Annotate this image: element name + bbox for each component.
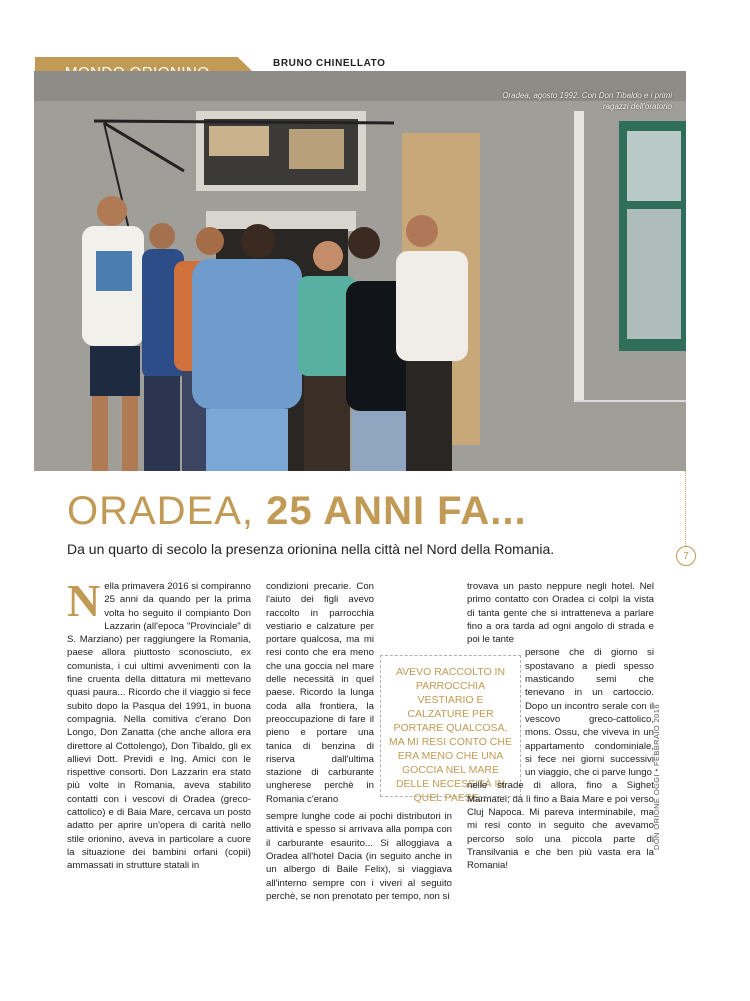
column-1 (67, 575, 251, 873)
photo-illustration (34, 71, 686, 471)
column-3 (467, 580, 654, 873)
dropcap: N (67, 575, 101, 626)
column-3-text-b: persone che di giorno si spostavano a piedi spesso masticando semi che tenevano in un cartoccio. Dopo un incontro serale con il vescovo greco-cattolico, mons. Ossu, che viveva in un appartamento condominiale, si fece nei giorni successivi un viaggio, che ci parve lungo (525, 647, 654, 779)
article-photo (34, 71, 686, 471)
author-name: BRUNO CHINELLATO (273, 58, 386, 69)
title-bold: 25 ANNI FA... (266, 489, 527, 533)
column-3-text-c: nelle strade di allora, fino a Sighet Marmatei; da lì fino a Baia Mare e poi verso Cluj Napoca. Mi pareva interminabile, ma mi resi conto in seguito che avevamo percorso solo una piccola parte di Transilvania e che ben più vasta era la Romania! (467, 780, 654, 872)
pull-quote: AVEVO RACCOLTO IN PARROCCHIA VESTIARIO E CALZATURE PER PORTARE QUALCOSA, MA MI RESI CONTO CHE ERA MENO CHE UNA GOCCIA NEL MARE DELLE NECESSITÀ IN QUEL PAESE... (380, 655, 521, 797)
column-1-text: ella primavera 2016 si compiranno 25 anni da quando per la prima volta ho seguito il compianto Don Lazzarin (all'epoca "Provinciale" di S. Marziano) per raggiungere la Romania, paese allora piuttosto sconosciuto, ex comunista, i cui ultimi avvenimenti con la fine cruenta della dittatura mi mettevano quasi paura... Ricordo che il viaggio si fece subito dopo la Pasqua del 1991, in buona compagnia. Nella comitiva c'erano Don Longo, Don Zanatta (che anche allora era direttore al Cottolengo), Don Tibaldo, gli ex allievi Dott. Previdi e Ing. Amici con le rispettive consorti. Don Lazzarin era stato più volte in Romania, aveva stabilito contatti con i vescovi di Oradea (greco-cattolico) e di Baia Mare, cercava un posto adatto per aprire un'opera di carità nello stile orionino, aveva in particolare a cuore la situazione dei bambini orfani (copii) ammassati in strutture statali in (67, 581, 251, 872)
magazine-footer: DON ORIONE OGGI • FEBBRAIO 2016 (652, 704, 661, 850)
column-2-text-a: condizioni precarie. Con l'aiuto dei figli avevo raccolto in parrocchia vestiario e calzature per portare qualcosa, ma mi resi conto che era meno che una goccia nel mare delle necessità in quel paese. Ricordo la lunga coda alla frontiera, la preoccupazione di fare il pieno e portare una tanica di benzina di riserva dall'ultima stazione di carburante ungherese perchè in Romania c'erano (266, 581, 374, 805)
title-light: ORADEA, (67, 489, 255, 533)
page-number: 7 (676, 546, 696, 566)
column-2-text-b: sempre lunghe code ai pochi distributori in attività e spesso si arrivava alla pompa con il carburante esaurito... Si alloggiava a Oradea all'hotel Dacia (in seguito anche in un albergo di Baile Felix), si viaggiava all'interno sempre con i viveri al seguito perchè, se non prenotato per tempo, non si (266, 811, 452, 902)
dotted-rule (685, 470, 686, 548)
photo-caption: Oradea, agosto 1992. Con Don Tibaldo e i primi ragazzi dell'oratorio (502, 91, 672, 111)
article-title (67, 488, 527, 534)
article-subtitle: Da un quarto di secolo la presenza orionina nella città nel Nord della Romania. (67, 541, 555, 557)
column-3-text-a: trovava un pasto neppure negli hotel. Nel primo contatto con Oradea ci colpì la vista di tanta gente che si intratteneva a parlare fino a ora tarda ad ogni angolo di strada e poi le tante (467, 581, 654, 646)
